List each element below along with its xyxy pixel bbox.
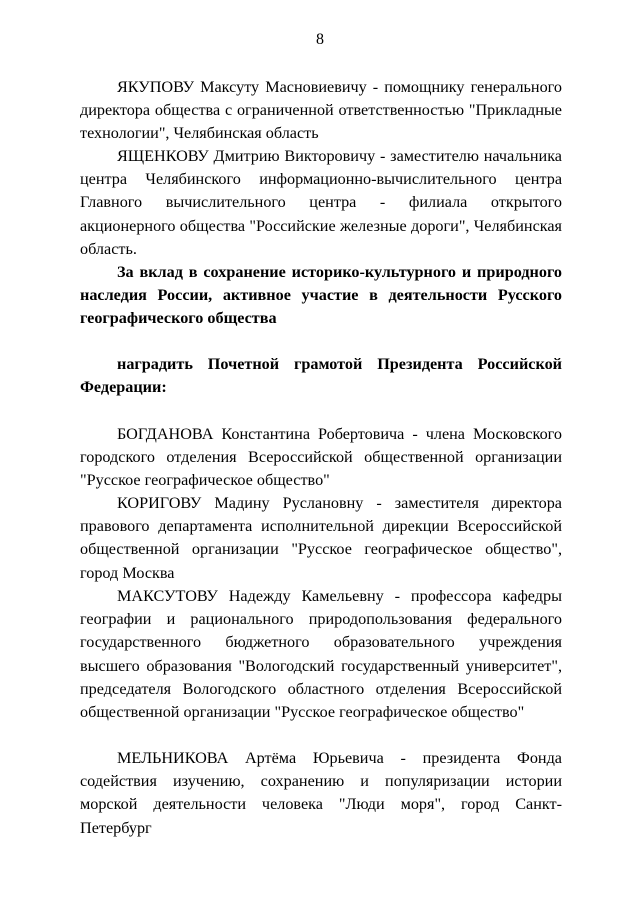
page-number: 8 [316, 31, 324, 48]
paragraph-yashchenkov: ЯЩЕНКОВУ Дмитрию Викторовичу - заместителю начальника центра Челябинского информационно-вычислительного центра Главного вычислительного центра - филиала открытого акционерного общества "Российские железные дороги", Челябинская область. [80, 147, 562, 258]
award-decision-line: наградить Почетной грамотой Президента Российской Федерации: [80, 355, 562, 397]
paragraph-melnikov: МЕЛЬНИКОВА Артёма Юрьевича - президента Фонда содействия изучению, сохранению и популяризации истории морской деятельности человека "Люди моря", город Санкт-Петербург [80, 749, 562, 837]
award-reason-heading: За вклад в сохранение историко-культурного и природного наследия России, активное участие в деятельности Русского географического общества [80, 263, 562, 328]
paragraph-korigova: КОРИГОВУ Мадину Руслановну - заместителя директора правового департамента исполнительной дирекции Всероссийской общественной организации "Русское географическое общество", город Москва [80, 494, 562, 582]
paragraph-yakupov: ЯКУПОВУ Максуту Масновиевичу - помощнику генерального директора общества с ограниченной ответственностью "Прикладные технологии", Челябинская область [80, 78, 562, 143]
paragraph-bogdanov: БОГДАНОВА Константина Робертовича - члена Московского городского отделения Всероссийской общественной организации "Русское географическое общество" [80, 425, 562, 490]
paragraph-maksutova: МАКСУТОВУ Надежду Камельевну - профессора кафедры географии и рационального природопользования федерального государственного бюджетного образовательного учреждения высшего образования "Вологодский государственный университет", председателя Вологодского областного отделения Всероссийской общественной организации "Русское географическое общество" [80, 587, 562, 722]
